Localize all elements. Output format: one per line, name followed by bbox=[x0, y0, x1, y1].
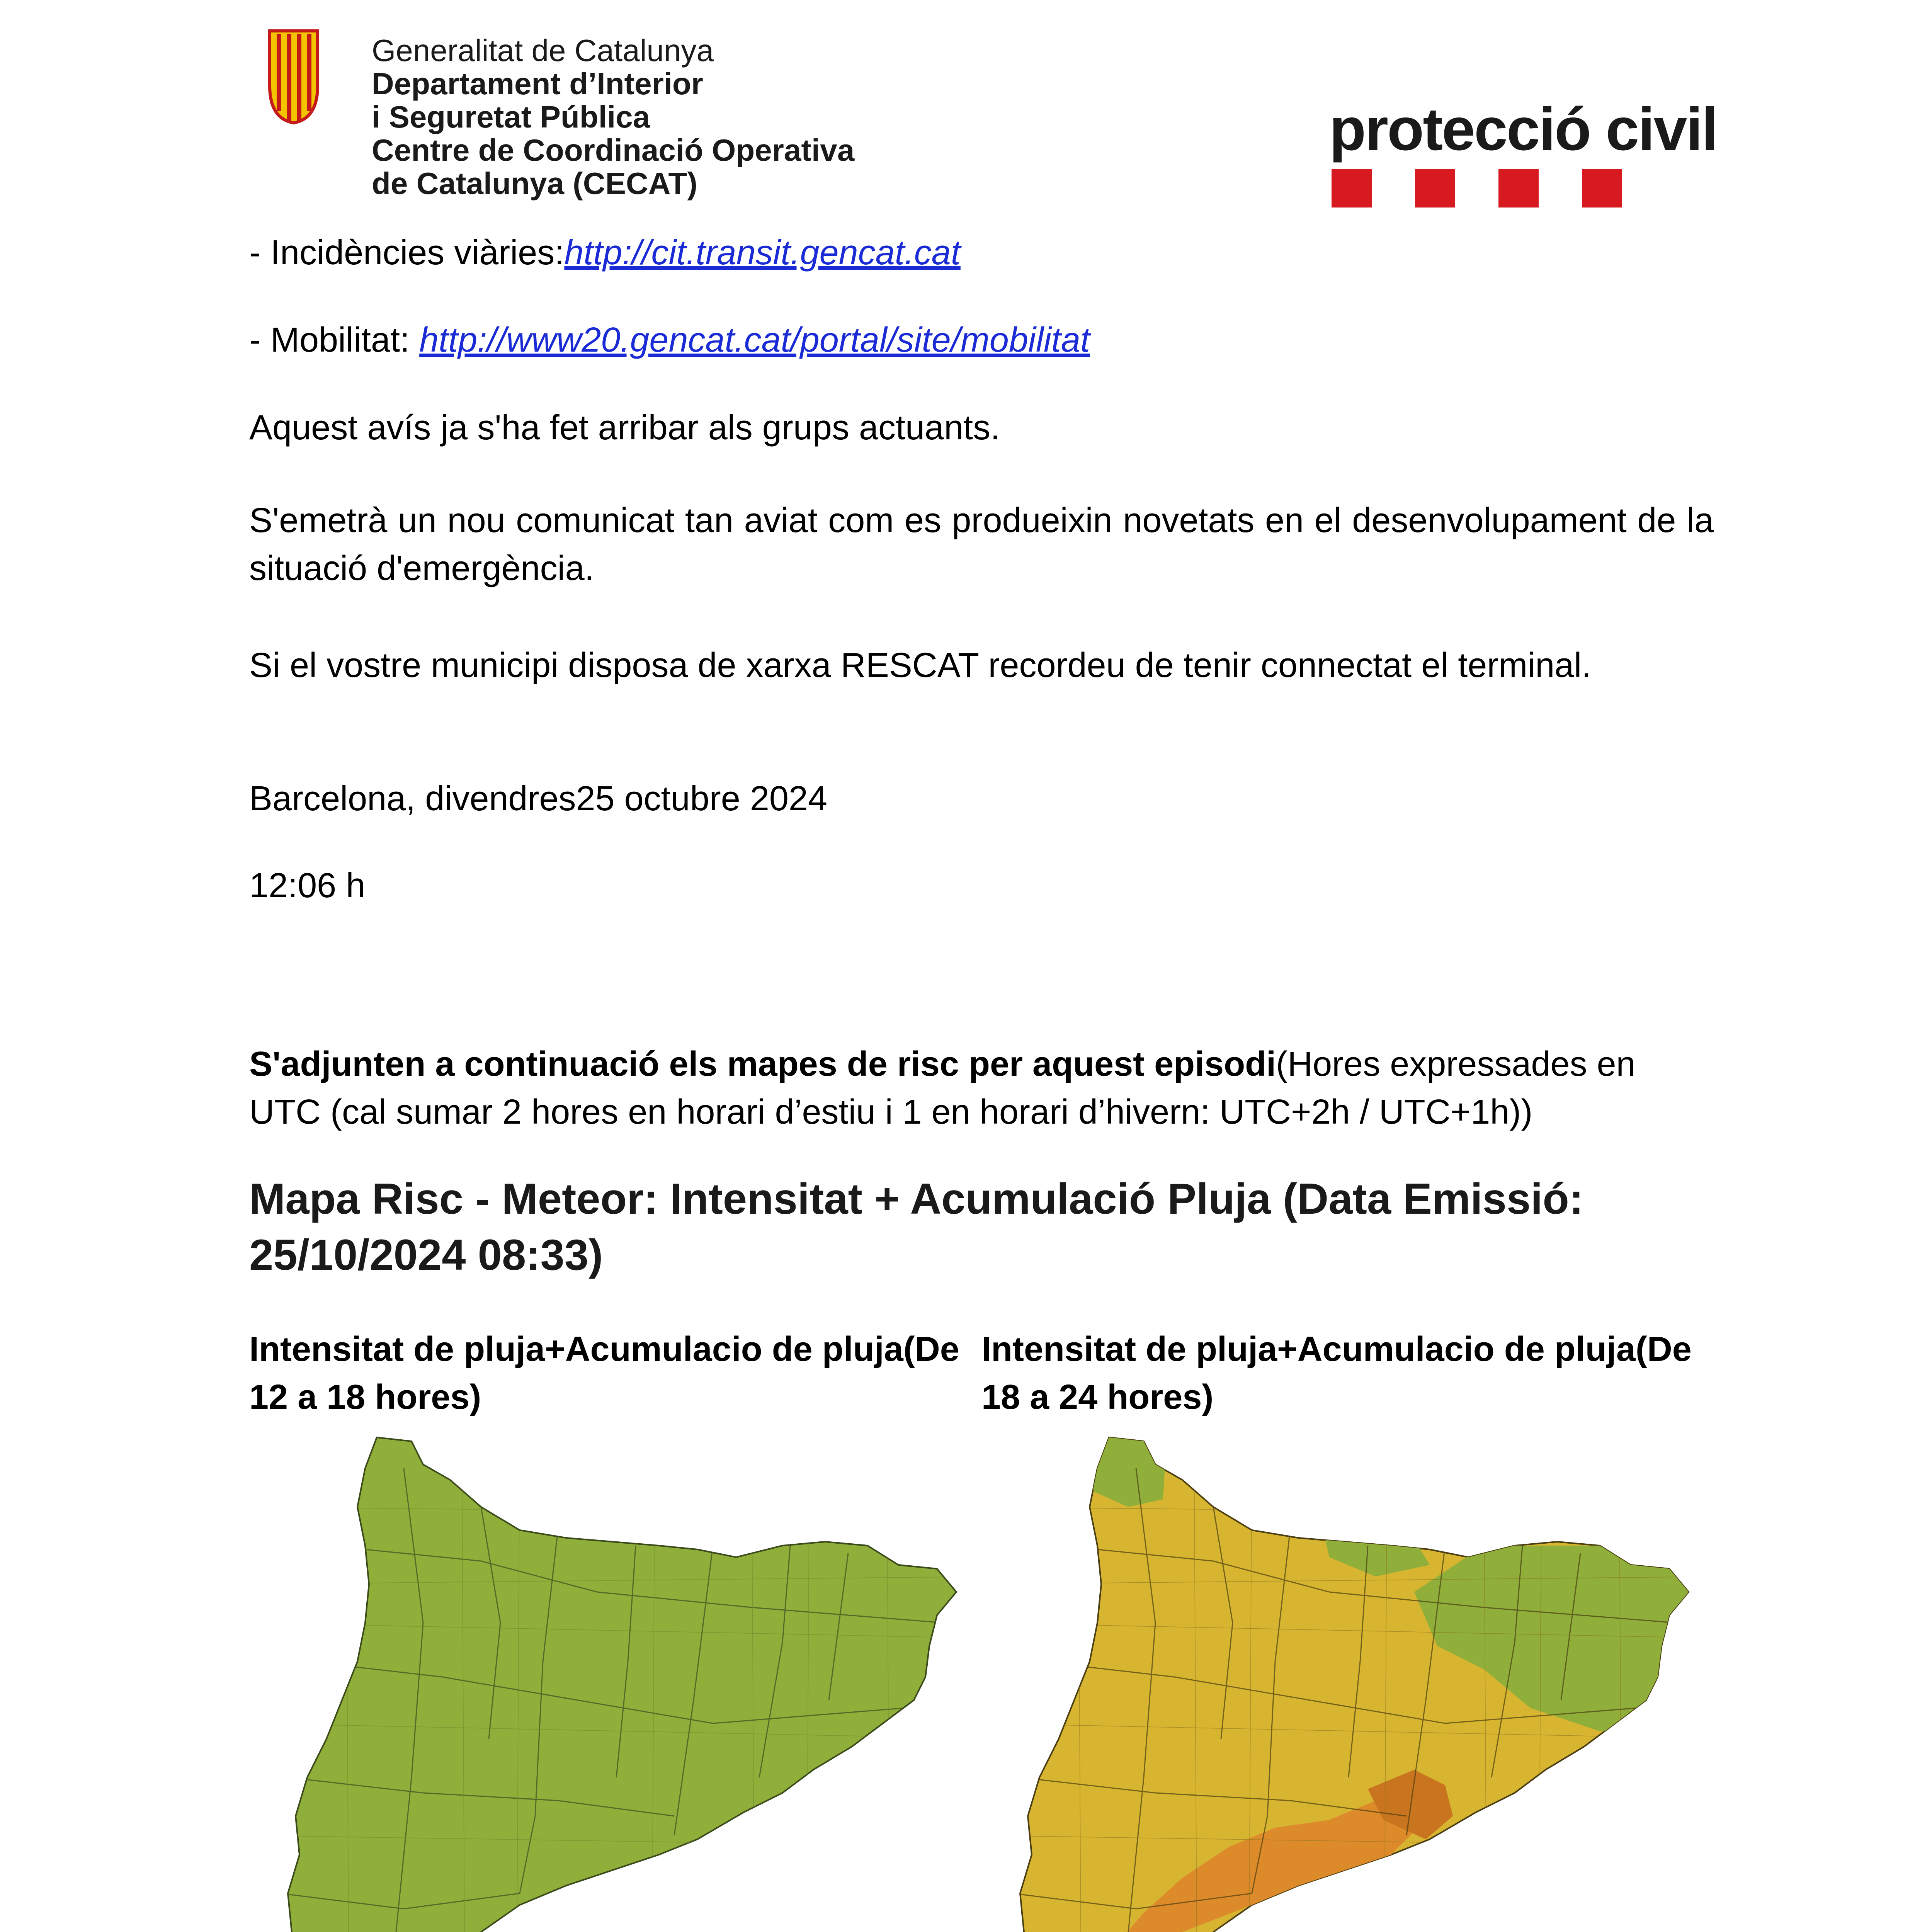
proteccio-civil-wordmark: protecció civil bbox=[1329, 96, 1718, 163]
time: 12:06 h bbox=[249, 866, 366, 905]
risk-map-12-18 bbox=[249, 1430, 991, 1932]
red-square-icon bbox=[1332, 169, 1372, 207]
paragraph: Aquest avís ja s'ha fet arribar als grups actuants. bbox=[249, 408, 1000, 447]
link-line-incidencies bbox=[249, 229, 1714, 277]
red-square-icon bbox=[1415, 169, 1455, 207]
attachment-note bbox=[249, 1040, 1714, 1136]
red-square-icon bbox=[1582, 169, 1622, 207]
proteccio-civil-logo bbox=[1329, 96, 1718, 207]
generalitat-logo-icon bbox=[267, 28, 321, 124]
transit-link[interactable]: http://cit.transit.gencat.cat bbox=[564, 233, 961, 272]
issuer-block bbox=[372, 34, 854, 200]
map-title-left: Intensitat de pluja+Acumulacio de pluja(De 12 a 18 hores) bbox=[249, 1330, 959, 1417]
proteccio-civil-squares bbox=[1332, 169, 1717, 207]
attachment-note-rest: (Hores expressades en UTC (cal sumar 2 hores en horari d’estiu i 1 en horari d’hivern: UTC+2h / UTC+1h)) bbox=[249, 1045, 1636, 1131]
red-square-icon bbox=[1498, 169, 1539, 207]
section-heading: Mapa Risc - Meteor: Intensitat + Acumulació Pluja (Data Emissió: 25/10/2024 08:33) bbox=[249, 1175, 1584, 1279]
paragraph: Si el vostre municipi disposa de xarxa RESCAT recordeu de tenir connectat el terminal. bbox=[249, 646, 1592, 685]
map-title-right: Intensitat de pluja+Acumulacio de pluja(De 18 a 24 hores) bbox=[981, 1330, 1692, 1417]
issuer-line: i Seguretat Pública bbox=[372, 100, 650, 134]
attachment-note-bold: S'adjunten a continuació els mapes de risc per aquest episodi bbox=[249, 1045, 1276, 1083]
risk-map-18-24 bbox=[981, 1430, 1723, 1932]
issuer-line: Centre de Coordinació Operativa bbox=[372, 133, 855, 167]
issuer-line: de Catalunya (CECAT) bbox=[372, 166, 698, 201]
link-label: - Incidències viàries: bbox=[249, 233, 565, 272]
link-label: - Mobilitat: bbox=[249, 321, 420, 359]
place-date: Barcelona, divendres25 octubre 2024 bbox=[249, 779, 828, 818]
paragraph: S'emetrà un nou comunicat tan aviat com es produeixin novetats en el desenvolupament de la situació d'emergència. bbox=[249, 501, 1714, 588]
issuer-line: Departament d’Interior bbox=[372, 66, 703, 101]
mobilitat-link[interactable]: http://www20.gencat.cat/portal/site/mobilitat bbox=[419, 321, 1090, 359]
link-line-mobilitat bbox=[249, 316, 1714, 364]
issuer-line: Generalitat de Catalunya bbox=[372, 33, 714, 68]
